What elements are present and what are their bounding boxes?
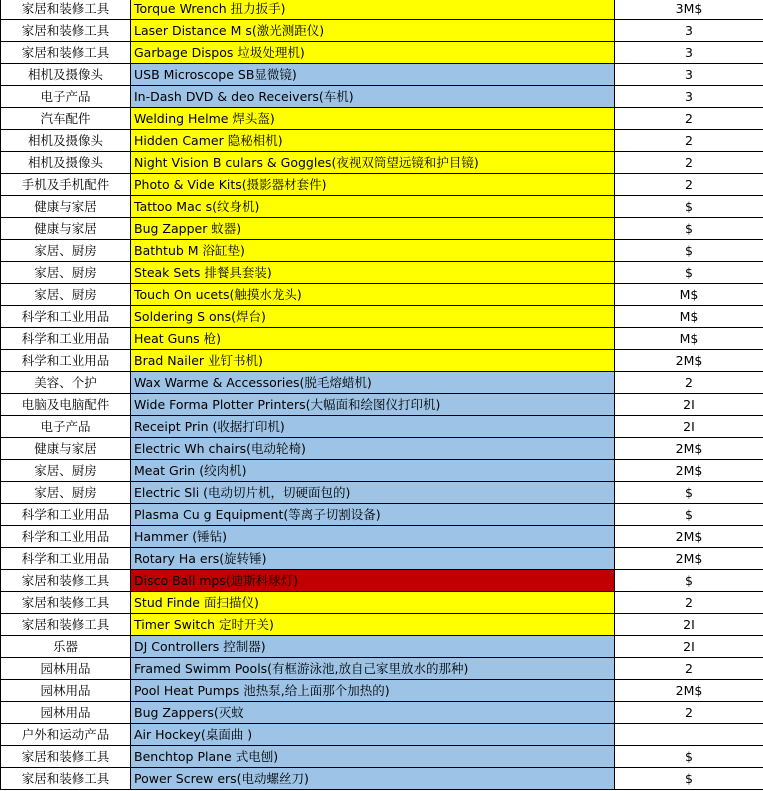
product-cell[interactable]: In-Dash DVD & deo Receivers(车机) xyxy=(131,86,615,108)
table-row[interactable] xyxy=(1,306,763,328)
category-cell[interactable]: 家居和装修工具 xyxy=(1,42,131,64)
product-cell[interactable]: Night Vision B culars & Goggles(夜视双筒望远镜和护目镜) xyxy=(131,152,615,174)
value-cell[interactable]: 2I xyxy=(615,416,763,438)
category-cell[interactable]: 家居和装修工具 xyxy=(1,614,131,636)
category-cell[interactable]: 家居和装修工具 xyxy=(1,0,131,20)
product-cell[interactable]: Bathtub M 浴缸垫) xyxy=(131,240,615,262)
table-row[interactable] xyxy=(1,504,763,526)
product-cell[interactable]: Soldering S ons(焊台) xyxy=(131,306,615,328)
table-row[interactable] xyxy=(1,702,763,724)
table-row[interactable] xyxy=(1,152,763,174)
value-cell[interactable]: 2M$ xyxy=(615,548,763,570)
category-cell[interactable]: 家居、厨房 xyxy=(1,284,131,306)
category-cell[interactable]: 健康与家居 xyxy=(1,438,131,460)
value-cell[interactable]: 2 xyxy=(615,658,763,680)
product-cell[interactable]: Stud Finde 面扫描仪) xyxy=(131,592,615,614)
table-row[interactable] xyxy=(1,724,763,746)
table-row[interactable] xyxy=(1,372,763,394)
value-cell[interactable]: 2I xyxy=(615,394,763,416)
value-cell[interactable]: $ xyxy=(615,746,763,768)
product-cell[interactable]: Steak Sets 排餐具套装) xyxy=(131,262,615,284)
category-cell[interactable]: 家居和装修工具 xyxy=(1,768,131,790)
category-cell[interactable]: 电子产品 xyxy=(1,86,131,108)
table-row[interactable] xyxy=(1,284,763,306)
value-cell[interactable]: 2M$ xyxy=(615,438,763,460)
value-cell[interactable]: $ xyxy=(615,768,763,790)
value-cell[interactable]: 2M$ xyxy=(615,350,763,372)
table-row[interactable] xyxy=(1,196,763,218)
category-cell[interactable]: 手机及手机配件 xyxy=(1,174,131,196)
category-cell[interactable]: 科学和工业用品 xyxy=(1,328,131,350)
value-cell[interactable]: 3 xyxy=(615,20,763,42)
table-row[interactable] xyxy=(1,42,763,64)
product-cell[interactable]: Disco Ball mps(迪斯科球灯) xyxy=(131,570,615,592)
table-row[interactable] xyxy=(1,108,763,130)
value-cell[interactable]: 3 xyxy=(615,64,763,86)
value-cell[interactable]: 3 xyxy=(615,42,763,64)
value-cell[interactable]: M$ xyxy=(615,328,763,350)
category-cell[interactable]: 健康与家居 xyxy=(1,196,131,218)
product-cell[interactable]: Photo & Vide Kits(摄影器材套件) xyxy=(131,174,615,196)
value-cell[interactable]: M$ xyxy=(615,306,763,328)
value-cell[interactable]: $ xyxy=(615,504,763,526)
category-cell[interactable]: 户外和运动产品 xyxy=(1,724,131,746)
table-row[interactable] xyxy=(1,328,763,350)
value-cell[interactable]: $ xyxy=(615,262,763,284)
value-cell[interactable]: $ xyxy=(615,196,763,218)
table-row[interactable] xyxy=(1,570,763,592)
value-cell[interactable]: M$ xyxy=(615,284,763,306)
table-row[interactable] xyxy=(1,350,763,372)
value-cell[interactable]: $ xyxy=(615,240,763,262)
product-cell[interactable]: Receipt Prin (收据打印机) xyxy=(131,416,615,438)
value-cell[interactable]: 2M$ xyxy=(615,460,763,482)
product-cell[interactable]: Electric Wh chairs(电动轮椅) xyxy=(131,438,615,460)
table-row[interactable] xyxy=(1,218,763,240)
category-cell[interactable]: 家居、厨房 xyxy=(1,460,131,482)
category-cell[interactable]: 家居和装修工具 xyxy=(1,746,131,768)
table-row[interactable] xyxy=(1,768,763,790)
product-cell[interactable]: Touch On ucets(触摸水龙头) xyxy=(131,284,615,306)
product-cell[interactable]: Brad Nailer 业钉书机) xyxy=(131,350,615,372)
category-cell[interactable]: 园林用品 xyxy=(1,680,131,702)
category-cell[interactable]: 家居和装修工具 xyxy=(1,592,131,614)
category-cell[interactable]: 电脑及电脑配件 xyxy=(1,394,131,416)
category-cell[interactable]: 电子产品 xyxy=(1,416,131,438)
product-cell[interactable]: Tattoo Mac s(纹身机) xyxy=(131,196,615,218)
product-cell[interactable]: Timer Switch 定时开关) xyxy=(131,614,615,636)
table-row[interactable] xyxy=(1,548,763,570)
table-row[interactable] xyxy=(1,262,763,284)
category-cell[interactable]: 家居和装修工具 xyxy=(1,20,131,42)
value-cell[interactable]: 2M$ xyxy=(615,680,763,702)
value-cell[interactable]: $ xyxy=(615,482,763,504)
category-cell[interactable]: 科学和工业用品 xyxy=(1,306,131,328)
table-row[interactable] xyxy=(1,0,763,20)
value-cell[interactable]: 2 xyxy=(615,174,763,196)
product-cell[interactable]: Hidden Camer 隐秘相机) xyxy=(131,130,615,152)
category-cell[interactable]: 科学和工业用品 xyxy=(1,504,131,526)
product-cell[interactable]: Air Hockey(桌面曲 ) xyxy=(131,724,615,746)
product-cell[interactable]: Bug Zappers(灭蚊 xyxy=(131,702,615,724)
product-cell[interactable]: Bug Zapper 蚊器) xyxy=(131,218,615,240)
product-cell[interactable]: Benchtop Plane 式电刨) xyxy=(131,746,615,768)
table-row[interactable] xyxy=(1,636,763,658)
value-cell[interactable]: 2I xyxy=(615,614,763,636)
category-cell[interactable]: 家居、厨房 xyxy=(1,262,131,284)
category-cell[interactable]: 相机及摄像头 xyxy=(1,130,131,152)
table-row[interactable] xyxy=(1,526,763,548)
table-row[interactable] xyxy=(1,20,763,42)
value-cell[interactable]: 2 xyxy=(615,702,763,724)
category-cell[interactable]: 科学和工业用品 xyxy=(1,548,131,570)
table-row[interactable] xyxy=(1,658,763,680)
category-cell[interactable]: 健康与家居 xyxy=(1,218,131,240)
table-row[interactable] xyxy=(1,614,763,636)
value-cell[interactable]: 3 xyxy=(615,86,763,108)
value-cell[interactable]: $ xyxy=(615,218,763,240)
product-cell[interactable]: Electric Sli (电动切片机，切硬面包的) xyxy=(131,482,615,504)
category-cell[interactable]: 相机及摄像头 xyxy=(1,64,131,86)
product-cell[interactable]: DJ Controllers 控制器) xyxy=(131,636,615,658)
value-cell[interactable]: 3M$ xyxy=(615,0,763,20)
table-row[interactable] xyxy=(1,240,763,262)
category-cell[interactable]: 园林用品 xyxy=(1,658,131,680)
value-cell[interactable]: 2M$ xyxy=(615,526,763,548)
table-row[interactable] xyxy=(1,64,763,86)
product-cell[interactable]: USB Microscope SB显微镜) xyxy=(131,64,615,86)
value-cell[interactable]: 2 xyxy=(615,130,763,152)
table-row[interactable] xyxy=(1,174,763,196)
value-cell[interactable]: 2 xyxy=(615,372,763,394)
product-cell[interactable]: Framed Swimm Pools(有框游泳池,放自己家里放水的那种) xyxy=(131,658,615,680)
table-row[interactable] xyxy=(1,416,763,438)
product-cell[interactable]: Pool Heat Pumps 池热泵,给上面那个加热的) xyxy=(131,680,615,702)
product-cell[interactable]: Wax Warme & Accessories(脱毛熔蜡机) xyxy=(131,372,615,394)
category-cell[interactable]: 科学和工业用品 xyxy=(1,526,131,548)
table-row[interactable] xyxy=(1,394,763,416)
table-row[interactable] xyxy=(1,130,763,152)
table-row[interactable] xyxy=(1,86,763,108)
product-cell[interactable]: Heat Guns 枪) xyxy=(131,328,615,350)
value-cell[interactable]: 2 xyxy=(615,152,763,174)
product-cell[interactable]: Hammer (锤钻) xyxy=(131,526,615,548)
product-cell[interactable]: Rotary Ha ers(旋转锤) xyxy=(131,548,615,570)
category-cell[interactable]: 乐器 xyxy=(1,636,131,658)
table-row[interactable] xyxy=(1,680,763,702)
table-row[interactable] xyxy=(1,438,763,460)
category-cell[interactable]: 相机及摄像头 xyxy=(1,152,131,174)
value-cell[interactable]: $ xyxy=(615,570,763,592)
product-cell[interactable]: Laser Distance M s(激光测距仪) xyxy=(131,20,615,42)
value-cell[interactable] xyxy=(615,724,763,746)
category-cell[interactable]: 科学和工业用品 xyxy=(1,350,131,372)
product-cell[interactable]: Garbage Dispos 垃圾处理机) xyxy=(131,42,615,64)
product-cell[interactable]: Torque Wrench 扭力扳手) xyxy=(131,0,615,20)
table-row[interactable] xyxy=(1,482,763,504)
value-cell[interactable]: 2 xyxy=(615,108,763,130)
product-cell[interactable]: Welding Helme 焊头盔) xyxy=(131,108,615,130)
category-cell[interactable]: 美容、个护 xyxy=(1,372,131,394)
product-cell[interactable]: Power Screw ers(电动螺丝刀) xyxy=(131,768,615,790)
category-cell[interactable]: 家居和装修工具 xyxy=(1,570,131,592)
category-cell[interactable]: 园林用品 xyxy=(1,702,131,724)
category-cell[interactable]: 家居、厨房 xyxy=(1,482,131,504)
category-cell[interactable]: 家居、厨房 xyxy=(1,240,131,262)
table-row[interactable] xyxy=(1,746,763,768)
category-cell[interactable]: 汽车配件 xyxy=(1,108,131,130)
product-cell[interactable]: Meat Grin (绞肉机) xyxy=(131,460,615,482)
table-row[interactable] xyxy=(1,592,763,614)
table-body xyxy=(1,0,763,790)
product-cell[interactable]: Plasma Cu g Equipment(等离子切割设备) xyxy=(131,504,615,526)
table-row[interactable] xyxy=(1,460,763,482)
product-cell[interactable]: Wide Forma Plotter Printers(大幅面和绘图仪打印机) xyxy=(131,394,615,416)
value-cell[interactable]: 2 xyxy=(615,592,763,614)
value-cell[interactable]: 2I xyxy=(615,636,763,658)
